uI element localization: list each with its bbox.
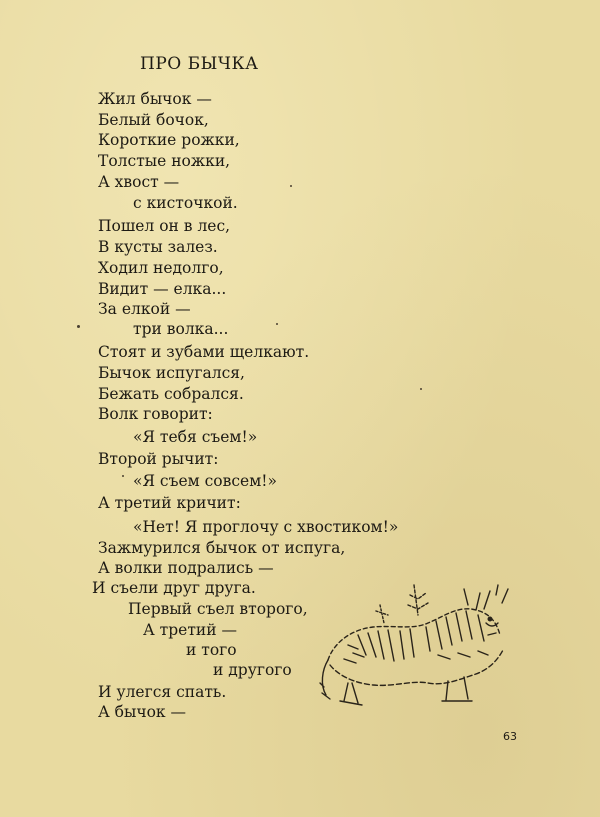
poem-line: А бычок — bbox=[98, 703, 187, 721]
page-number: 63 bbox=[503, 730, 517, 743]
poem-line: Бычок испугался, bbox=[98, 364, 245, 382]
poem-line: Волк говорит: bbox=[98, 405, 213, 423]
bull-sketch-icon bbox=[318, 575, 513, 715]
paper-speck bbox=[122, 475, 124, 477]
paper-speck bbox=[290, 185, 292, 187]
poem-line: За елкой — bbox=[98, 300, 191, 318]
poem-line: А третий кричит: bbox=[98, 494, 241, 512]
poem-line: Бежать собрался. bbox=[98, 385, 244, 403]
paper-speck bbox=[420, 388, 422, 390]
poem-line: Ходил недолго, bbox=[98, 259, 224, 277]
poem-line: И съели друг друга. bbox=[92, 579, 256, 597]
poem-line: Жил бычок — bbox=[98, 90, 212, 108]
poem-line: Толстые ножки, bbox=[98, 152, 231, 170]
poem-line: с кисточкой. bbox=[133, 194, 238, 212]
poem-line: А хвост — bbox=[98, 173, 180, 191]
poem-line: Стоят и зубами щелкают. bbox=[98, 343, 310, 361]
poem-line: Видит — елка... bbox=[98, 280, 227, 298]
paper-speck bbox=[77, 325, 80, 328]
paper-speck bbox=[276, 323, 278, 325]
poem-line: и другого bbox=[213, 661, 292, 679]
poem-line: Первый съел второго, bbox=[128, 600, 308, 618]
poem-line: И улегся спать. bbox=[98, 683, 227, 701]
poem-line: А третий — bbox=[143, 621, 237, 639]
poem-line: Зажмурился бычок от испуга, bbox=[98, 539, 346, 557]
poem-line: Белый бочок, bbox=[98, 111, 209, 129]
poem-line: Второй рычит: bbox=[98, 450, 219, 468]
poem-line: «Я тебя съем!» bbox=[133, 428, 258, 446]
poem-line: Пошел он в лес, bbox=[98, 217, 231, 235]
poem-line: В кусты залез. bbox=[98, 238, 218, 256]
poem-line: три волка... bbox=[133, 320, 229, 338]
poem-line: «Нет! Я проглочу с хвостиком!» bbox=[133, 518, 399, 536]
poem-line: А волки подрались — bbox=[98, 559, 274, 577]
poem-title: ПРО БЫЧКА bbox=[140, 54, 259, 74]
poem-line: и того bbox=[186, 641, 237, 659]
poem-line: «Я съем совсем!» bbox=[133, 472, 277, 490]
poem-line: Короткие рожки, bbox=[98, 131, 240, 149]
